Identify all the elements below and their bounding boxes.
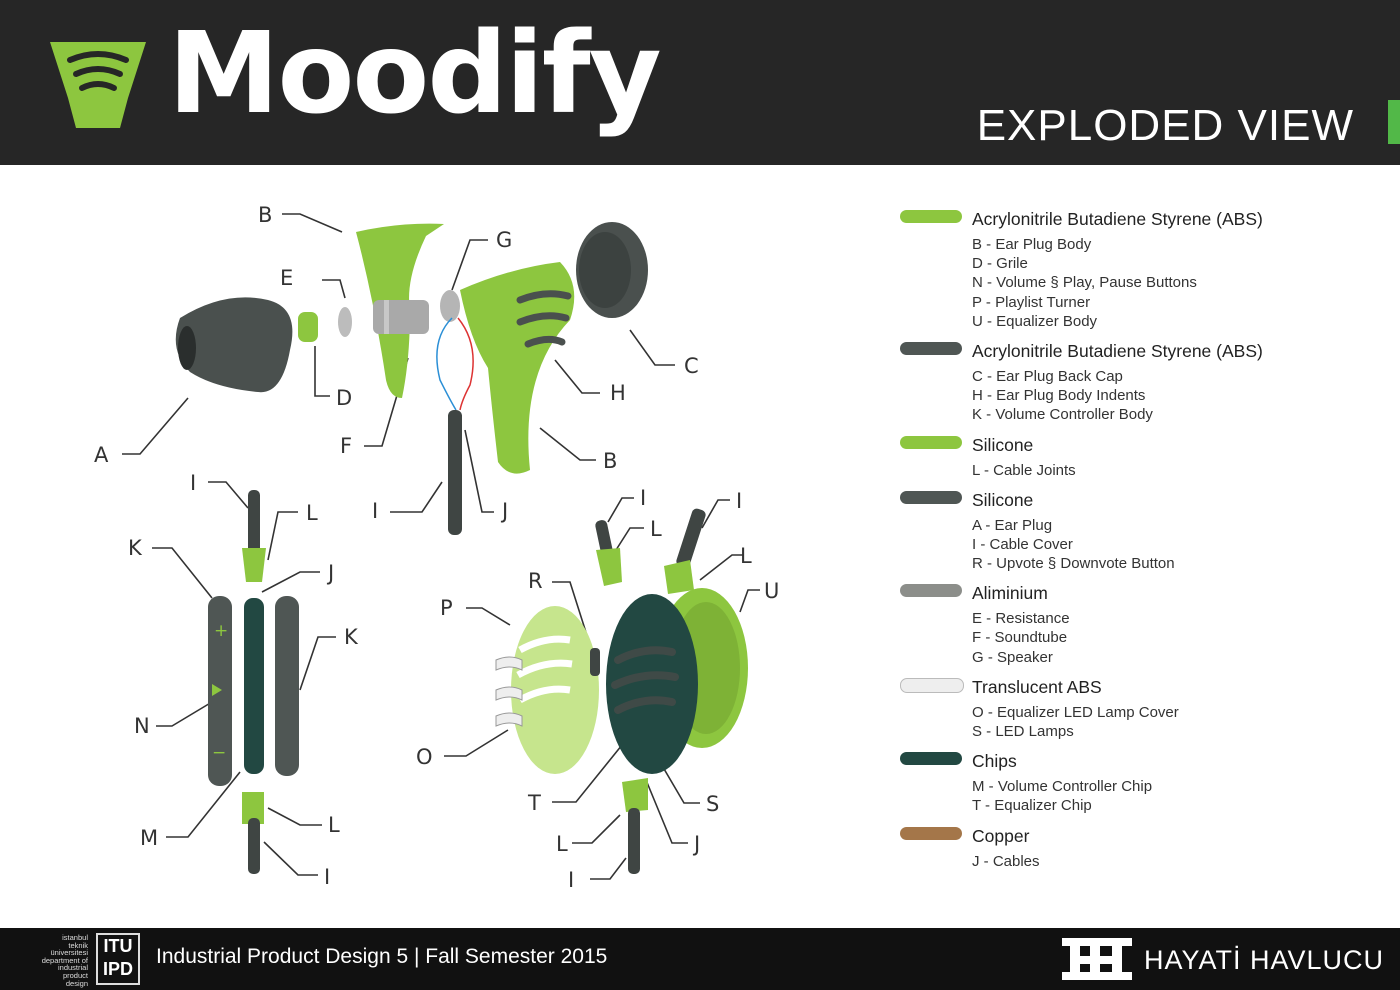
course-info: Industrial Product Design 5 | Fall Semester 2015 (156, 945, 608, 968)
label-a: A (94, 443, 109, 467)
part-item: B - Ear Plug Body (972, 236, 1092, 253)
part-item: K - Volume Controller Body (972, 406, 1153, 424)
material-parts (972, 777, 1378, 815)
label-l-left-top: L (306, 501, 318, 525)
itu-logo-bottom: IPD (102, 959, 133, 979)
part-item: R - Upvote § Downvote Button (972, 555, 1175, 573)
material-swatch (900, 752, 962, 765)
label-i-top: I (372, 499, 379, 523)
material-parts (972, 516, 1378, 574)
part-item: N - Volume § Play, Pause Buttons (972, 274, 1197, 292)
material-name: Silicone (972, 434, 1034, 455)
part-item: U - Equalizer Body (972, 312, 1098, 330)
material-parts (972, 367, 1378, 425)
part-item: D - Grile (972, 255, 1028, 273)
label-s: S (706, 792, 720, 816)
itu-ipd-logo (96, 933, 140, 985)
label-l-left-bottom: L (328, 813, 340, 837)
label-d: D (336, 386, 353, 410)
legend-material (898, 579, 1378, 667)
author-name: HAYATİ HAVLUCU (1144, 945, 1385, 975)
label-l-r3: L (556, 832, 568, 856)
volume-up-symbol: + (214, 621, 229, 641)
legend-material (898, 431, 1378, 480)
label-o: O (416, 745, 433, 769)
label-e: E (280, 266, 294, 290)
label-j-left: J (328, 561, 335, 585)
material-name: Acrylonitrile Butadiene Styrene (ABS) (972, 209, 1263, 229)
legend-material (898, 747, 1378, 815)
label-f: F (340, 434, 353, 458)
label-u: U (764, 579, 780, 603)
label-r: R (528, 569, 543, 593)
university-line: üniversitesi (50, 948, 88, 958)
label-l-r1: L (650, 517, 662, 541)
label-b-bottom: B (603, 449, 618, 473)
material-name: Aliminium (972, 583, 1048, 604)
moodify-logo-icon (48, 40, 148, 137)
material-swatch (900, 491, 962, 504)
university-name (30, 934, 88, 987)
material-parts (972, 461, 1378, 480)
material-swatch (900, 436, 962, 449)
part-item: I - Cable Cover (972, 535, 1073, 553)
label-k-left: K (128, 536, 142, 560)
label-i-left-bottom: I (324, 865, 331, 889)
author-monogram-icon (1062, 938, 1132, 985)
label-g: G (496, 228, 513, 252)
part-item: C - Ear Plug Back Cap (972, 367, 1123, 385)
label-p: P (440, 596, 453, 620)
university-line: industrial (57, 963, 88, 973)
label-i-left-top: I (190, 471, 197, 495)
brand-name: Moodify (168, 9, 660, 139)
label-k-right: K (344, 625, 358, 649)
label-n: N (134, 714, 150, 738)
footer (0, 928, 1400, 990)
label-i-r2: I (736, 489, 743, 513)
part-item: F - Soundtube (972, 629, 1068, 647)
material-swatch (900, 342, 962, 355)
part-item: A - Ear Plug (972, 516, 1053, 534)
legend-material (898, 205, 1378, 331)
label-m: M (140, 826, 159, 850)
legend-material (898, 673, 1378, 741)
legend-material (898, 486, 1378, 574)
part-item: L - Cable Joints (972, 461, 1076, 479)
label-l-r2: L (740, 544, 752, 568)
material-name: Translucent ABS (972, 676, 1102, 697)
material-parts (972, 235, 1378, 331)
university-line: istanbul (62, 933, 88, 942)
label-j-r: J (694, 832, 701, 856)
part-item: E - Resistance (972, 610, 1070, 628)
university-line: teknik (68, 940, 88, 950)
label-i-r1: I (640, 486, 647, 510)
label-b-top: B (258, 203, 273, 227)
legend-material (898, 337, 1378, 425)
accent-bar (1388, 100, 1400, 144)
material-swatch (900, 210, 962, 223)
itu-logo-top: ITU (103, 936, 133, 956)
label-j-top: J (502, 499, 509, 523)
part-item: O - Equalizer LED Lamp Cover (972, 703, 1179, 721)
material-name: Chips (972, 751, 1017, 772)
material-name: Silicone (972, 489, 1034, 510)
material-swatch (900, 678, 964, 693)
part-item: J - Cables (972, 852, 1040, 870)
part-item: H - Ear Plug Body Indents (972, 387, 1146, 405)
material-name: Acrylonitrile Butadiene Styrene (ABS) (972, 340, 1263, 361)
university-line: design (65, 978, 88, 988)
material-parts (972, 703, 1378, 741)
volume-down-symbol: − (212, 743, 227, 763)
part-item: S - LED Lamps (972, 723, 1074, 740)
section-title: EXPLODED VIEW (976, 101, 1354, 150)
part-item: G - Speaker (972, 648, 1053, 666)
header (0, 0, 1400, 165)
material-swatch (900, 584, 962, 597)
university-line: product (62, 970, 88, 980)
exploded-view-diagram (0, 165, 880, 925)
university-line: department of (41, 955, 88, 965)
part-item: P - Playlist Turner (972, 293, 1091, 311)
part-item: M - Volume Controller Chip (972, 778, 1153, 796)
label-h: H (610, 381, 626, 405)
materials-legend (898, 205, 1378, 877)
label-t: T (528, 791, 541, 815)
material-swatch (900, 827, 962, 840)
part-item: T - Equalizer Chip (972, 797, 1092, 815)
label-i-r3: I (568, 868, 575, 892)
material-name: Copper (972, 825, 1030, 846)
material-parts (972, 609, 1378, 667)
label-c: C (684, 354, 699, 378)
legend-material (898, 822, 1378, 871)
material-parts (972, 852, 1378, 871)
